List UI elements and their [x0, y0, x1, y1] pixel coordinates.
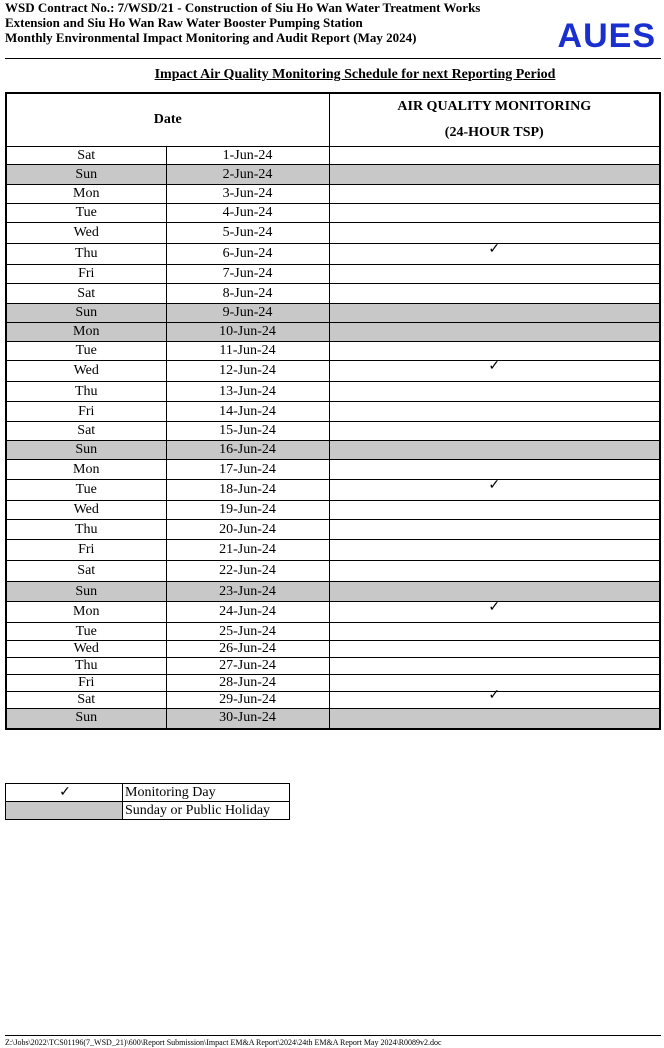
- monitoring-cell: [329, 204, 660, 223]
- date-cell: 7-Jun-24: [166, 265, 329, 284]
- day-cell: Sun: [6, 441, 166, 460]
- date-cell: 6-Jun-24: [166, 244, 329, 265]
- date-cell: 30-Jun-24: [166, 709, 329, 729]
- date-cell: 13-Jun-24: [166, 382, 329, 402]
- checkmark-icon: ✓: [488, 242, 501, 257]
- monitoring-cell: [329, 641, 660, 658]
- schedule-row: [6, 675, 660, 692]
- date-cell: 14-Jun-24: [166, 402, 329, 422]
- schedule-row: [6, 244, 660, 265]
- date-column-header: Date: [6, 93, 329, 147]
- monitoring-cell: [329, 185, 660, 204]
- monitoring-cell: [329, 540, 660, 561]
- footer-divider: [5, 1035, 661, 1036]
- schedule-row: [6, 540, 660, 561]
- monitoring-cell: [329, 501, 660, 520]
- monitoring-cell: [329, 441, 660, 460]
- date-cell: 10-Jun-24: [166, 323, 329, 342]
- header-line-1: WSD Contract No.: 7/WSD/21 - Construction of Siu Ho Wan Water Treatment Works: [5, 0, 481, 15]
- date-cell: 25-Jun-24: [166, 623, 329, 641]
- legend-tick-icon: ✓: [6, 784, 123, 802]
- date-cell: 1-Jun-24: [166, 147, 329, 165]
- date-cell: 27-Jun-24: [166, 658, 329, 675]
- monitoring-cell: [329, 688, 660, 709]
- day-cell: Mon: [6, 323, 166, 342]
- schedule-row: [6, 265, 660, 284]
- monitoring-cell: [329, 165, 660, 185]
- monitoring-cell: [329, 582, 660, 602]
- monitoring-cell: [329, 623, 660, 641]
- date-cell: 12-Jun-24: [166, 361, 329, 382]
- date-cell: 24-Jun-24: [166, 602, 329, 623]
- date-cell: 26-Jun-24: [166, 641, 329, 658]
- monitoring-cell: [329, 284, 660, 304]
- date-cell: 8-Jun-24: [166, 284, 329, 304]
- schedule-row: [6, 623, 660, 641]
- schedule-row: [6, 561, 660, 582]
- schedule-row: [6, 223, 660, 244]
- aues-logo: AUES: [557, 17, 656, 55]
- day-cell: Sun: [6, 304, 166, 323]
- day-cell: Tue: [6, 342, 166, 361]
- legend-shade-label: Sunday or Public Holiday: [123, 802, 290, 820]
- day-cell: Sun: [6, 165, 166, 185]
- day-cell: Wed: [6, 501, 166, 520]
- monitoring-cell: [329, 561, 660, 582]
- day-cell: Mon: [6, 460, 166, 480]
- day-cell: Wed: [6, 223, 166, 244]
- schedule-row: [6, 165, 660, 185]
- monitoring-cell: [329, 304, 660, 323]
- legend-shade-swatch: [6, 802, 123, 820]
- day-cell: Thu: [6, 520, 166, 540]
- monitoring-cell: [329, 147, 660, 165]
- date-cell: 5-Jun-24: [166, 223, 329, 244]
- day-cell: Wed: [6, 361, 166, 382]
- date-cell: 4-Jun-24: [166, 204, 329, 223]
- day-cell: Tue: [6, 204, 166, 223]
- schedule-table: [5, 92, 661, 730]
- schedule-row: [6, 602, 660, 623]
- header-line-3: Monthly Environmental Impact Monitoring and Audit Report (May 2024): [5, 30, 417, 45]
- date-cell: 2-Jun-24: [166, 165, 329, 185]
- date-cell: 21-Jun-24: [166, 540, 329, 561]
- schedule-row: [6, 658, 660, 675]
- monitoring-cell: [329, 265, 660, 284]
- day-cell: Thu: [6, 658, 166, 675]
- monitoring-cell: [329, 402, 660, 422]
- legend-tick-label: Monitoring Day: [123, 784, 290, 802]
- monitoring-cell: [329, 460, 660, 480]
- monitoring-cell: [329, 382, 660, 402]
- checkmark-icon: ✓: [488, 478, 501, 493]
- schedule-row: [6, 692, 660, 709]
- day-cell: Sun: [6, 709, 166, 729]
- schedule-row: [6, 304, 660, 323]
- day-cell: Mon: [6, 185, 166, 204]
- day-cell: Thu: [6, 382, 166, 402]
- schedule-row: [6, 441, 660, 460]
- date-cell: 15-Jun-24: [166, 422, 329, 441]
- date-cell: 17-Jun-24: [166, 460, 329, 480]
- schedule-row: [6, 422, 660, 441]
- aq-header-line-1: AIR QUALITY MONITORING: [397, 99, 592, 114]
- checkmark-icon: ✓: [488, 600, 501, 615]
- monitoring-cell: [329, 602, 660, 623]
- air-quality-column-header: [329, 93, 660, 147]
- day-cell: Sat: [6, 284, 166, 304]
- page-header: [5, 0, 660, 58]
- checkmark-icon: ✓: [488, 359, 501, 374]
- date-cell: 23-Jun-24: [166, 582, 329, 602]
- monitoring-cell: [329, 422, 660, 441]
- day-cell: Sat: [6, 692, 166, 709]
- day-cell: Fri: [6, 540, 166, 561]
- schedule-title: Impact Air Quality Monitoring Schedule for next Reporting Period: [154, 67, 556, 82]
- header-line-2: Extension and Siu Ho Wan Raw Water Booster Pumping Station: [5, 15, 363, 30]
- schedule-row: [6, 709, 660, 729]
- date-cell: 20-Jun-24: [166, 520, 329, 540]
- date-cell: 22-Jun-24: [166, 561, 329, 582]
- day-cell: Fri: [6, 402, 166, 422]
- footer-path: Z:\Jobs\2022\TCS01196(7_WSD_21)\600\Report Submission\Impact EM&A Report\2024\24th EM&A Report May 2024\R0089v2.doc: [5, 1038, 442, 1047]
- day-cell: Thu: [6, 244, 166, 265]
- date-cell: 29-Jun-24: [166, 692, 329, 709]
- legend-table: [5, 783, 290, 820]
- schedule-row: [6, 147, 660, 165]
- schedule-row: [6, 402, 660, 422]
- day-cell: Tue: [6, 623, 166, 641]
- schedule-row: [6, 460, 660, 480]
- monitoring-cell: [329, 658, 660, 675]
- date-cell: 11-Jun-24: [166, 342, 329, 361]
- day-cell: Sun: [6, 582, 166, 602]
- date-cell: 3-Jun-24: [166, 185, 329, 204]
- legend-row-monitoring: [6, 784, 290, 802]
- schedule-row: [6, 382, 660, 402]
- schedule-rows: [6, 147, 660, 729]
- schedule-row: [6, 520, 660, 540]
- schedule-row: [6, 284, 660, 304]
- schedule-row: [6, 361, 660, 382]
- day-cell: Sat: [6, 147, 166, 165]
- legend-row-holiday: [6, 802, 290, 820]
- day-cell: Fri: [6, 675, 166, 692]
- checkmark-icon: ✓: [488, 688, 501, 703]
- day-cell: Mon: [6, 602, 166, 623]
- monitoring-cell: [329, 323, 660, 342]
- date-cell: 28-Jun-24: [166, 675, 329, 692]
- schedule-row: [6, 641, 660, 658]
- schedule-row: [6, 185, 660, 204]
- date-cell: 18-Jun-24: [166, 480, 329, 501]
- header-divider: [5, 58, 661, 59]
- day-cell: Wed: [6, 641, 166, 658]
- aq-header-line-2: (24-HOUR TSP): [444, 125, 544, 140]
- monitoring-cell: [329, 709, 660, 729]
- monitoring-cell: [329, 342, 660, 361]
- date-cell: 16-Jun-24: [166, 441, 329, 460]
- monitoring-cell: [329, 361, 660, 382]
- schedule-row: [6, 582, 660, 602]
- schedule-row: [6, 204, 660, 223]
- monitoring-cell: [329, 244, 660, 265]
- monitoring-cell: [329, 520, 660, 540]
- monitoring-cell: [329, 223, 660, 244]
- date-cell: 9-Jun-24: [166, 304, 329, 323]
- schedule-row: [6, 342, 660, 361]
- day-cell: Fri: [6, 265, 166, 284]
- day-cell: Tue: [6, 480, 166, 501]
- schedule-row: [6, 501, 660, 520]
- monitoring-cell: [329, 480, 660, 501]
- schedule-row: [6, 480, 660, 501]
- day-cell: Sat: [6, 561, 166, 582]
- day-cell: Sat: [6, 422, 166, 441]
- schedule-row: [6, 323, 660, 342]
- date-cell: 19-Jun-24: [166, 501, 329, 520]
